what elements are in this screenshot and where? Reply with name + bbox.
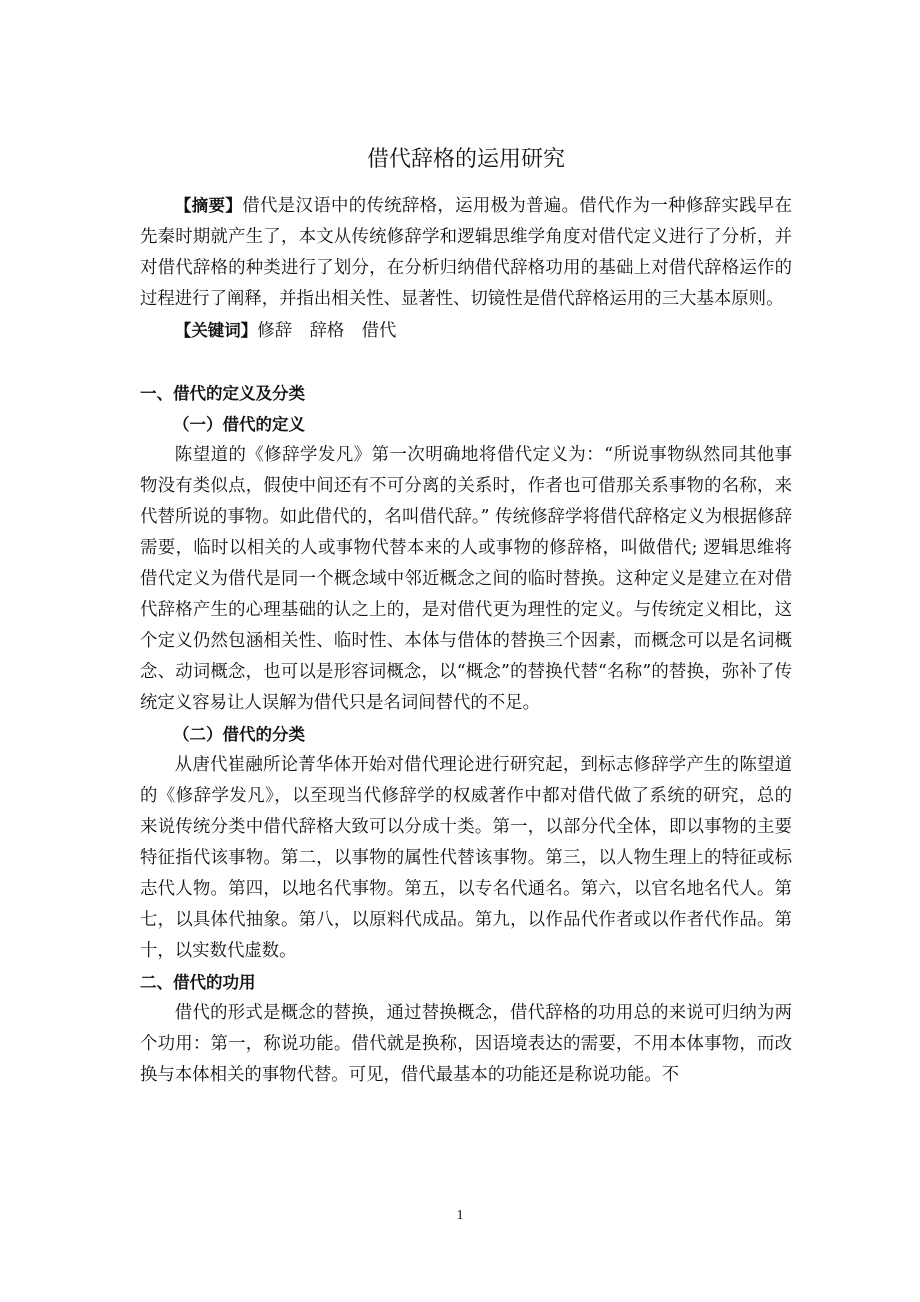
page-content	[140, 144, 792, 1091]
subsection-heading-1-2: （二）借代的分类	[173, 725, 305, 744]
body-paragraph: 从唐代崔融所论菁华体开始对借代理论进行研究起，到标志修辞学产生的陈望道的《修辞学发凡》，以至现当代修辞学的权威著作中都对借代做了系统的研究，总的来说传统分类中借代辞格大致可以分成十类。第一，以部分代全体，即以事物的主要特征指代该事物。第二，以事物的属性代替该事物。第三，以人物生理上的特征或标志代人物。第四，以地名代事物。第五，以专名代通名。第六，以官名地名代人。第七，以具体代抽象。第八，以原料代成品。第九，以作品代作者或以作者代作品。第十，以实数代虚数。	[140, 755, 792, 961]
page-number: 1	[456, 1208, 464, 1223]
section-heading-2: 二、借代的功用	[140, 973, 256, 992]
spacer	[140, 347, 792, 378]
keywords-line	[140, 315, 792, 347]
page-title: 借代辞格的运用研究	[366, 147, 565, 172]
keywords-text: 修辞 辞格 借代	[257, 321, 397, 341]
subsection-heading-1-1: （一）借代的定义	[173, 415, 305, 434]
body-paragraph: 陈望道的《修辞学发凡》第一次明确地将借代定义为：“所说事物纵然同其他事物没有类似点，假使中间还有不可分离的关系时，作者也可借那关系事物的名称，来代替所说的事物。如此借代的，名叫借代辞。” 传统修辞学将借代辞格定义为根据修辞需要，临时以相关的人或事物代替本来的人或事物的修辞格，叫做借代; 逻辑思维将借代定义为借代是同一个概念域中邻近概念之间的临时替换。这种定义是建立在对借代辞格产生的心理基础的认之上的，是对借代更为理性的定义。与传统定义相比，这个定义仍然包涵相关性、临时性、本体与借体的替换三个因素，而概念可以是名词概念、动词概念，也可以是形容词概念，以“概念”的替换代替“名称”的替换，弥补了传统定义容易让人误解为借代只是名词间替代的不足。	[140, 445, 792, 713]
abstract-paragraph	[140, 190, 792, 315]
abstract-label: 【摘要】	[174, 196, 243, 215]
abstract-text: 借代是汉语中的传统辞格，运用极为普遍。借代作为一种修辞实践早在先秦时期就产生了，本文从传统修辞学和逻辑思维学角度对借代定义进行了分析，并对借代辞格的种类进行了划分，在分析归纳借代辞格功用的基础上对借代辞格运作的过程进行了阐释，并指出相关性、显著性、切镜性是借代辞格运用的三大基本原则。	[140, 196, 792, 309]
section-heading-1: 一、借代的定义及分类	[140, 384, 305, 403]
keywords-label: 【关键词】	[174, 321, 258, 340]
body-paragraph: 借代的形式是概念的替换，通过替换概念，借代辞格的功用总的来说可归纳为两个功用：第一，称说功能。借代就是换称，因语境表达的需要，不用本体事物，而改换与本体相关的事物代替。可见，借代最基本的功能还是称说功能。不	[140, 1003, 792, 1085]
